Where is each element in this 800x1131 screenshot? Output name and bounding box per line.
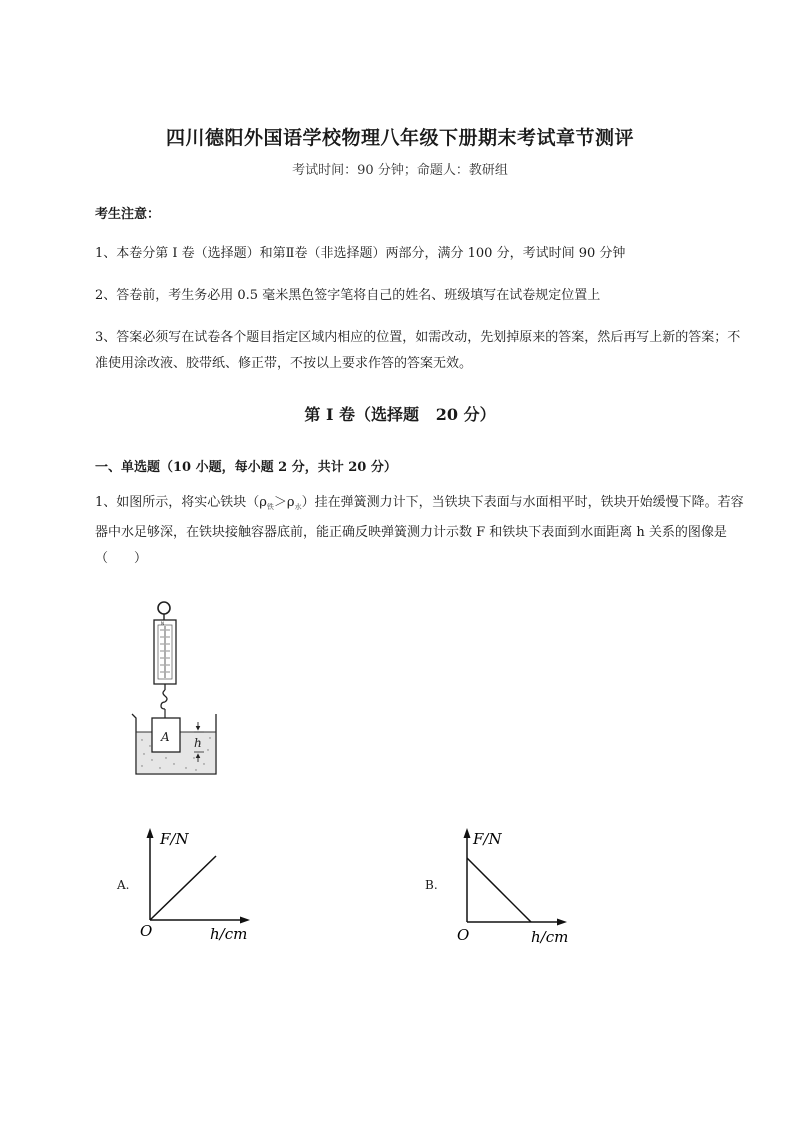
exam-title: 四川德阳外国语学校物理八年级下册期末考试章节测评: [165, 127, 634, 149]
question-1-part-c: ）挂在弹簧测力计下，当铁块下表面与水面相平时，铁块开始缓慢下降。若容器中水足够深，在铁块接触容器底前，能正确反映弹簧测力计示数 F 和铁块下表面到水面距离 h 关系的图像是（ ）: [95, 495, 744, 566]
option-a-y-axis-label: F/N: [160, 830, 189, 848]
option-b-x-axis-label: h/cm: [531, 928, 569, 946]
question-1-part-a: 1、如图所示，将实心铁块（ρ: [95, 495, 267, 510]
subscript-water: 水: [294, 503, 302, 511]
option-a-graph: [138, 822, 258, 942]
exam-subtitle: 考试时间：90 分钟；命题人：教研组: [292, 163, 508, 178]
option-b-y-axis-label: F/N: [473, 830, 502, 848]
option-b-label: B.: [425, 878, 438, 892]
depth-label: h: [194, 736, 202, 750]
section-title: 第 I 卷（选择题 20 分）: [304, 405, 496, 424]
subscript-iron: 铁: [266, 503, 274, 511]
apparatus-figure: [130, 598, 230, 783]
option-a-x-axis-label: h/cm: [210, 925, 248, 942]
option-a-line: [150, 856, 216, 920]
notice-item-2: 2、答卷前，考生务必用 0.5 毫米黑色签字笔将自己的姓名、班级填写在试卷规定位置上: [95, 288, 601, 303]
section-subtitle: 一、单选题（10 小题，每小题 2 分，共计 20 分）: [95, 460, 397, 475]
option-a-label: A.: [117, 878, 130, 892]
question-1-text: [95, 490, 750, 572]
notice-item-3: 3、答案必须写在试卷各个题目指定区域内相应的位置，如需改动，先划掉原来的答案，然后再写上新的答案；不准使用涂改液、胶带纸、修正带，不按以上要求作答的答案无效。: [95, 330, 741, 371]
option-b-line: [467, 858, 531, 922]
option-a-origin: O: [140, 922, 153, 940]
notice-heading: 考生注意：: [95, 207, 161, 222]
notice-item-1: 1、本卷分第 I 卷（选择题）和第Ⅱ卷（非选择题）两部分，满分 100 分，考试时间 90 分钟: [95, 246, 626, 261]
option-b-origin: O: [457, 926, 470, 944]
scale-unit-label: N: [161, 621, 164, 626]
block-label: A: [161, 730, 170, 744]
question-1-part-b: ＞ρ: [273, 495, 295, 510]
